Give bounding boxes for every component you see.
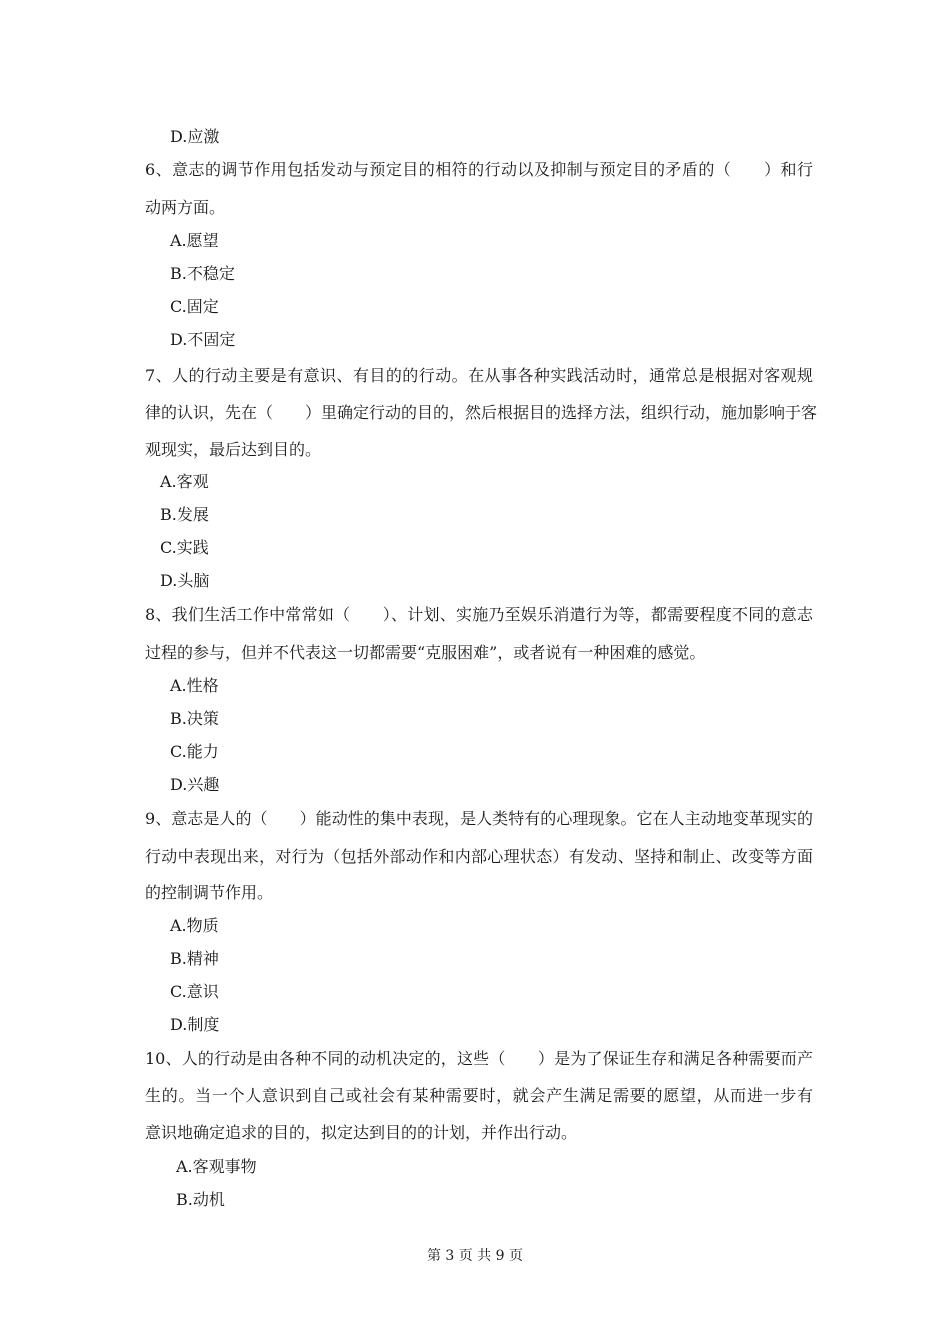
q8-text-line-2: 过程的参与，但并不代表这一切都需要“克服困难”，或者说有一种困难的感觉。 — [145, 643, 706, 662]
q9-option-c: C.意识 — [170, 982, 219, 1001]
q6-option-d: D.不固定 — [170, 330, 236, 349]
q10-option-a: A.客观事物 — [176, 1157, 257, 1176]
q8-option-d: D.兴趣 — [170, 775, 220, 794]
q6-option-a: A.愿望 — [170, 231, 219, 250]
q7-option-a: A.客观 — [160, 472, 209, 491]
q9-text-line-2: 行动中表现出来，对行为（包括外部动作和内部心理状态）有发动、坚持和制止、改变等方面 — [145, 847, 813, 866]
q6-option-c: C.固定 — [170, 297, 219, 316]
q9-option-d: D.制度 — [170, 1015, 220, 1034]
q7-option-d: D.头脑 — [160, 571, 210, 590]
q9-text-line-1: 9、意志是人的（ ）能动性的集中表现，是人类特有的心理现象。它在人主动地变革现实的 — [145, 809, 813, 828]
q5-option-d: D.应激 — [170, 127, 220, 146]
q9-text-line-3: 的控制调节作用。 — [145, 883, 274, 902]
q8-option-b: B.决策 — [170, 709, 219, 728]
q7-text-line-1: 7、人的行动主要是有意识、有目的的行动。在从事各种实践活动时，通常总是根据对客观规 — [145, 366, 813, 385]
q6-text-line-2: 动两方面。 — [145, 198, 226, 217]
q7-text-line-2: 律的认识，先在（ ）里确定行动的目的，然后根据目的选择方法，组织行动，施加影响于客 — [145, 403, 818, 422]
q10-text-line-1: 10、人的行动是由各种不同的动机决定的，这些（ ）是为了保证生存和满足各种需要而产 — [145, 1049, 813, 1068]
q10-text-line-3: 意识地确定追求的目的，拟定达到目的的计划，并作出行动。 — [145, 1123, 578, 1142]
q10-option-b: B.动机 — [176, 1190, 225, 1209]
q7-option-c: C.实践 — [160, 538, 209, 557]
q6-text-line-1: 6、意志的调节作用包括发动与预定目的相符的行动以及抑制与预定目的矛盾的（ ）和行 — [145, 160, 813, 179]
q7-option-b: B.发展 — [160, 505, 209, 524]
q8-option-c: C.能力 — [170, 742, 219, 761]
q8-option-a: A.性格 — [170, 676, 219, 695]
q10-text-line-2: 生的。当一个人意识到自己或社会有某种需要时，就会产生满足需要的愿望，从而进一步有 — [145, 1086, 813, 1105]
q8-text-line-1: 8、我们生活工作中常常如（ ）、计划、实施乃至娱乐消遣行为等，都需要程度不同的意志 — [145, 605, 813, 624]
q9-option-b: B.精神 — [170, 949, 219, 968]
q9-option-a: A.物质 — [170, 916, 219, 935]
q6-option-b: B.不稳定 — [170, 264, 235, 283]
q7-text-line-3: 观现实，最后达到目的。 — [145, 440, 322, 459]
page-number-footer: 第 3 页 共 9 页 — [426, 1248, 524, 1264]
